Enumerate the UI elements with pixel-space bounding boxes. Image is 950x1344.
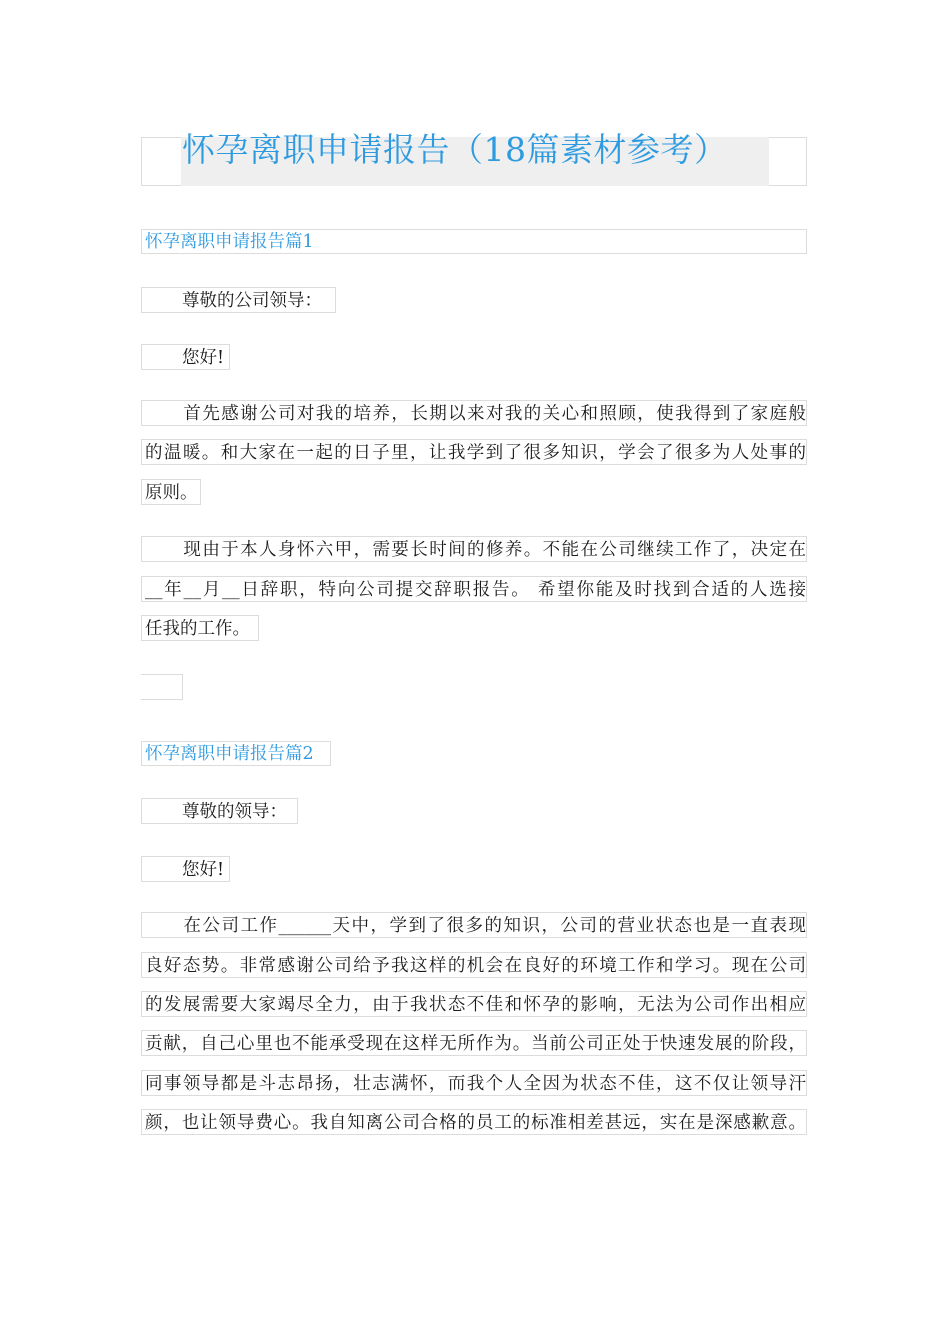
paragraph-line: 首先感谢公司对我的培养，长期以来对我的关心和照顾，使我得到了家庭般 [141,400,807,426]
greeting-2: 您好! [141,856,230,882]
document-title: 怀孕离职申请报告（18篇素材参考） [182,130,728,169]
paragraph-line: __年__月__日辞职，特向公司提交辞职报告。 希望你能及时找到合适的人选接 [141,576,807,602]
empty-paragraph [141,674,183,700]
paragraph-line: 颜，也让领导费心。我自知离公司合格的员工的标准相差甚远，实在是深感歉意。 [141,1109,807,1135]
section-heading-2: 怀孕离职申请报告篇2 [141,741,331,766]
section-heading-1: 怀孕离职申请报告篇1 [141,229,807,254]
greeting-1: 您好! [141,344,230,370]
salutation-2: 尊敬的领导： [141,798,298,824]
paragraph-line: 同事领导都是斗志昂扬，壮志满怀，而我个人全因为状态不佳，这不仅让领导汗 [141,1070,807,1096]
salutation-1: 尊敬的公司领导： [141,287,336,313]
paragraph-line: 贡献，自己心里也不能承受现在这样无所作为。当前公司正处于快速发展的阶段， [141,1030,807,1056]
paragraph-line: 的温暖。和大家在一起的日子里，让我学到了很多知识，学会了很多为人处事的 [141,439,807,465]
paragraph-line: 现由于本人身怀六甲，需要长时间的修养。不能在公司继续工作了，决定在 [141,536,807,562]
paragraph-line: 的发展需要大家竭尽全力，由于我状态不佳和怀孕的影响，无法为公司作出相应 [141,991,807,1017]
paragraph-line: 任我的工作。 [141,615,259,641]
paragraph-line: 在公司工作______天中，学到了很多的知识，公司的营业状态也是一直表现 [141,912,807,938]
paragraph-line: 原则。 [141,479,201,505]
paragraph-line: 良好态势。非常感谢公司给予我这样的机会在良好的环境工作和学习。现在公司 [141,952,807,978]
